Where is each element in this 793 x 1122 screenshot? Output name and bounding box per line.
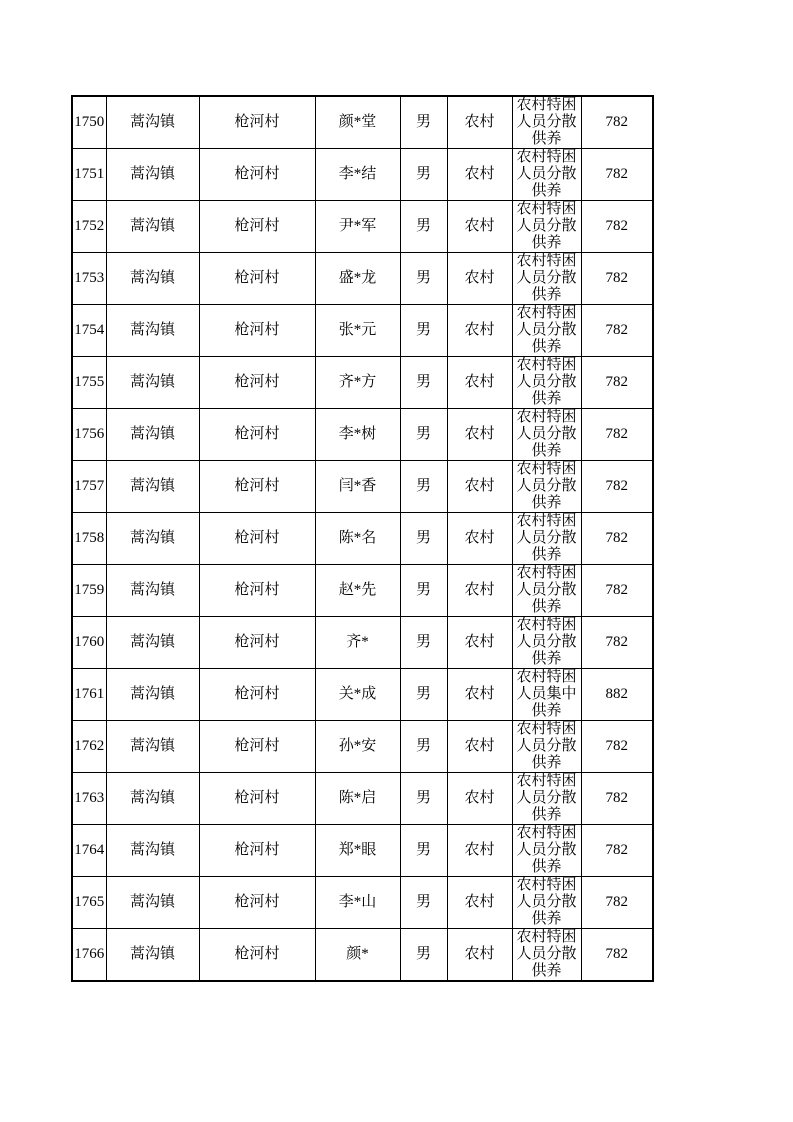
cell-name: 齐*方: [315, 357, 400, 409]
cell-id: 1756: [72, 409, 106, 461]
cell-area: 农村: [447, 721, 512, 773]
cell-amount: 782: [581, 305, 653, 357]
cell-area: 农村: [447, 201, 512, 253]
cell-category: [512, 773, 581, 825]
category-text: 农村特困人员分散供养: [516, 201, 577, 251]
cell-amount: 782: [581, 773, 653, 825]
cell-name: 孙*安: [315, 721, 400, 773]
cell-id: 1752: [72, 201, 106, 253]
category-text: 农村特困人员分散供养: [516, 617, 577, 667]
cell-town: 蒿沟镇: [106, 877, 199, 929]
cell-category: [512, 877, 581, 929]
cell-town: 蒿沟镇: [106, 773, 199, 825]
cell-village: 枪河村: [199, 721, 315, 773]
cell-name: 齐*: [315, 617, 400, 669]
category-text: 农村特困人员分散供养: [516, 149, 577, 199]
cell-amount: 782: [581, 149, 653, 201]
table-row: [72, 929, 653, 982]
cell-town: 蒿沟镇: [106, 825, 199, 877]
cell-category: [512, 617, 581, 669]
cell-gender: 男: [400, 409, 447, 461]
cell-amount: 782: [581, 721, 653, 773]
cell-area: 农村: [447, 669, 512, 721]
cell-gender: 男: [400, 773, 447, 825]
cell-id: 1765: [72, 877, 106, 929]
category-text: 农村特困人员分散供养: [516, 877, 577, 927]
table-row: [72, 565, 653, 617]
cell-name: 郑*眼: [315, 825, 400, 877]
cell-town: 蒿沟镇: [106, 253, 199, 305]
cell-village: 枪河村: [199, 409, 315, 461]
category-text: 农村特困人员分散供养: [516, 721, 577, 771]
cell-gender: 男: [400, 201, 447, 253]
cell-category: [512, 721, 581, 773]
cell-town: 蒿沟镇: [106, 201, 199, 253]
cell-gender: 男: [400, 669, 447, 721]
cell-area: 农村: [447, 877, 512, 929]
cell-amount: 782: [581, 461, 653, 513]
cell-id: 1750: [72, 96, 106, 149]
cell-gender: 男: [400, 253, 447, 305]
cell-area: 农村: [447, 773, 512, 825]
cell-amount: 782: [581, 565, 653, 617]
cell-category: [512, 461, 581, 513]
cell-village: 枪河村: [199, 877, 315, 929]
cell-name: 赵*先: [315, 565, 400, 617]
cell-village: 枪河村: [199, 565, 315, 617]
category-text: 农村特困人员分散供养: [516, 773, 577, 823]
table-row: [72, 461, 653, 513]
cell-area: 农村: [447, 617, 512, 669]
cell-gender: 男: [400, 96, 447, 149]
category-text: 农村特困人员分散供养: [516, 409, 577, 459]
cell-name: 颜*: [315, 929, 400, 982]
cell-area: 农村: [447, 149, 512, 201]
cell-name: 张*元: [315, 305, 400, 357]
table-row: [72, 149, 653, 201]
cell-name: 尹*军: [315, 201, 400, 253]
cell-town: 蒿沟镇: [106, 565, 199, 617]
cell-area: 农村: [447, 253, 512, 305]
cell-category: [512, 825, 581, 877]
cell-gender: 男: [400, 513, 447, 565]
cell-id: 1764: [72, 825, 106, 877]
cell-area: 农村: [447, 825, 512, 877]
cell-category: [512, 305, 581, 357]
cell-category: [512, 149, 581, 201]
cell-village: 枪河村: [199, 253, 315, 305]
cell-category: [512, 96, 581, 149]
cell-gender: 男: [400, 149, 447, 201]
cell-town: 蒿沟镇: [106, 513, 199, 565]
cell-village: 枪河村: [199, 305, 315, 357]
cell-amount: 782: [581, 825, 653, 877]
cell-gender: 男: [400, 565, 447, 617]
cell-category: [512, 357, 581, 409]
cell-category: [512, 409, 581, 461]
table-row: [72, 409, 653, 461]
category-text: 农村特困人员集中供养: [516, 669, 577, 719]
cell-village: 枪河村: [199, 461, 315, 513]
cell-name: 李*树: [315, 409, 400, 461]
cell-town: 蒿沟镇: [106, 305, 199, 357]
cell-town: 蒿沟镇: [106, 149, 199, 201]
cell-area: 农村: [447, 96, 512, 149]
cell-category: [512, 513, 581, 565]
cell-village: 枪河村: [199, 825, 315, 877]
table-row: [72, 877, 653, 929]
cell-amount: 782: [581, 513, 653, 565]
category-text: 农村特困人员分散供养: [516, 357, 577, 407]
cell-area: 农村: [447, 461, 512, 513]
cell-town: 蒿沟镇: [106, 96, 199, 149]
cell-town: 蒿沟镇: [106, 409, 199, 461]
cell-village: 枪河村: [199, 96, 315, 149]
cell-category: [512, 929, 581, 982]
cell-name: 李*结: [315, 149, 400, 201]
cell-name: 李*山: [315, 877, 400, 929]
category-text: 农村特困人员分散供养: [516, 929, 577, 979]
category-text: 农村特困人员分散供养: [516, 461, 577, 511]
cell-name: 闫*香: [315, 461, 400, 513]
cell-town: 蒿沟镇: [106, 929, 199, 982]
table-row: [72, 357, 653, 409]
cell-village: 枪河村: [199, 149, 315, 201]
cell-gender: 男: [400, 357, 447, 409]
cell-village: 枪河村: [199, 617, 315, 669]
cell-name: 盛*龙: [315, 253, 400, 305]
cell-area: 农村: [447, 565, 512, 617]
cell-area: 农村: [447, 409, 512, 461]
table-row: [72, 253, 653, 305]
table-row: [72, 773, 653, 825]
cell-gender: 男: [400, 721, 447, 773]
cell-area: 农村: [447, 305, 512, 357]
cell-name: 陈*启: [315, 773, 400, 825]
category-text: 农村特困人员分散供养: [516, 97, 577, 147]
table-row: [72, 96, 653, 149]
cell-village: 枪河村: [199, 201, 315, 253]
cell-id: 1758: [72, 513, 106, 565]
cell-village: 枪河村: [199, 669, 315, 721]
cell-id: 1761: [72, 669, 106, 721]
cell-name: 关*成: [315, 669, 400, 721]
cell-village: 枪河村: [199, 773, 315, 825]
cell-id: 1753: [72, 253, 106, 305]
cell-amount: 782: [581, 929, 653, 982]
cell-name: 颜*堂: [315, 96, 400, 149]
cell-id: 1755: [72, 357, 106, 409]
cell-amount: 782: [581, 96, 653, 149]
cell-amount: 782: [581, 877, 653, 929]
cell-town: 蒿沟镇: [106, 721, 199, 773]
table-row: [72, 305, 653, 357]
table-row: [72, 721, 653, 773]
cell-amount: 782: [581, 253, 653, 305]
cell-town: 蒿沟镇: [106, 461, 199, 513]
cell-amount: 882: [581, 669, 653, 721]
cell-category: [512, 565, 581, 617]
cell-town: 蒿沟镇: [106, 669, 199, 721]
table-body: [72, 96, 653, 981]
cell-town: 蒿沟镇: [106, 617, 199, 669]
cell-amount: 782: [581, 201, 653, 253]
cell-category: [512, 201, 581, 253]
cell-gender: 男: [400, 461, 447, 513]
cell-village: 枪河村: [199, 929, 315, 982]
welfare-record-table: [71, 95, 654, 982]
table-row: [72, 825, 653, 877]
cell-amount: 782: [581, 617, 653, 669]
cell-id: 1766: [72, 929, 106, 982]
cell-category: [512, 669, 581, 721]
table-row: [72, 669, 653, 721]
category-text: 农村特困人员分散供养: [516, 253, 577, 303]
cell-village: 枪河村: [199, 513, 315, 565]
cell-id: 1763: [72, 773, 106, 825]
cell-category: [512, 253, 581, 305]
cell-village: 枪河村: [199, 357, 315, 409]
cell-name: 陈*名: [315, 513, 400, 565]
category-text: 农村特困人员分散供养: [516, 825, 577, 875]
cell-area: 农村: [447, 513, 512, 565]
cell-id: 1762: [72, 721, 106, 773]
cell-gender: 男: [400, 305, 447, 357]
cell-id: 1751: [72, 149, 106, 201]
cell-id: 1754: [72, 305, 106, 357]
category-text: 农村特困人员分散供养: [516, 513, 577, 563]
cell-area: 农村: [447, 357, 512, 409]
category-text: 农村特困人员分散供养: [516, 565, 577, 615]
cell-gender: 男: [400, 825, 447, 877]
cell-id: 1760: [72, 617, 106, 669]
table-row: [72, 513, 653, 565]
cell-amount: 782: [581, 357, 653, 409]
cell-gender: 男: [400, 877, 447, 929]
cell-amount: 782: [581, 409, 653, 461]
table-row: [72, 201, 653, 253]
cell-area: 农村: [447, 929, 512, 982]
cell-gender: 男: [400, 617, 447, 669]
cell-town: 蒿沟镇: [106, 357, 199, 409]
cell-id: 1757: [72, 461, 106, 513]
category-text: 农村特困人员分散供养: [516, 305, 577, 355]
table-row: [72, 617, 653, 669]
cell-id: 1759: [72, 565, 106, 617]
cell-gender: 男: [400, 929, 447, 982]
